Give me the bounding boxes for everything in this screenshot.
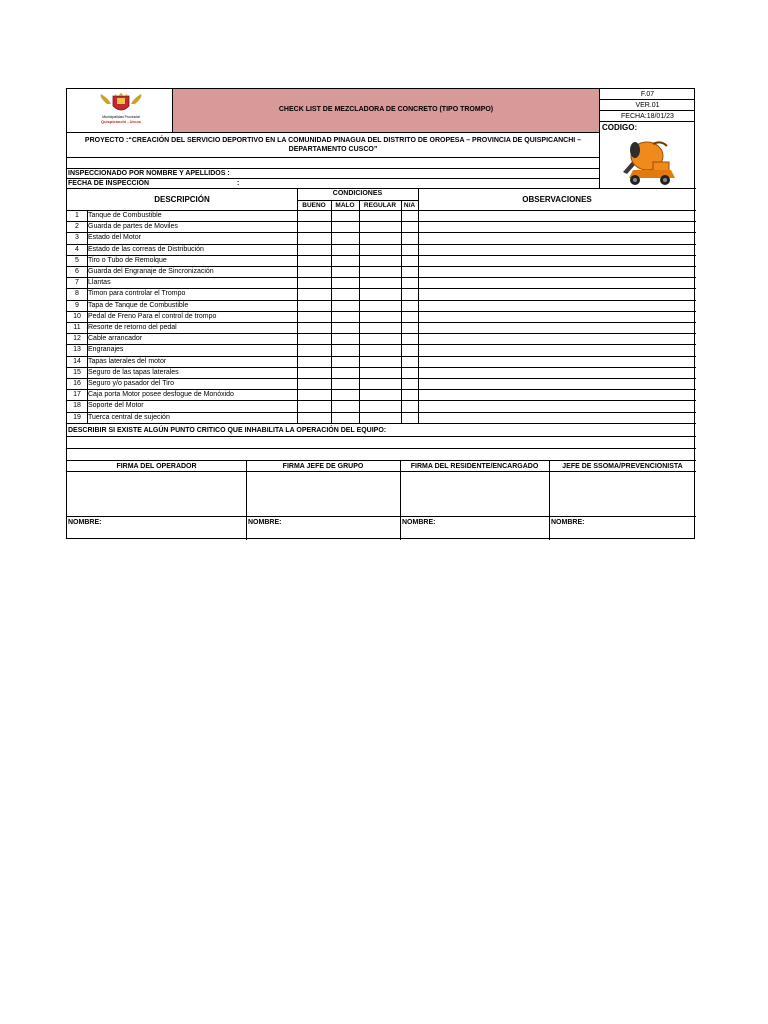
- row-number: 12: [73, 335, 81, 343]
- row-description: Tapas laterales del motor: [88, 357, 167, 365]
- row-malo-cell[interactable]: [331, 344, 359, 355]
- row-observation-cell[interactable]: [418, 367, 696, 378]
- row-description: Tanque de Combustible: [88, 212, 162, 219]
- row-observation-cell[interactable]: [418, 311, 696, 322]
- row-malo-cell[interactable]: [331, 232, 359, 243]
- logo-line-2: Quispicanchi - Urcos: [100, 119, 141, 124]
- row-regular-cell[interactable]: [359, 232, 401, 243]
- row-observation-cell[interactable]: [418, 344, 696, 355]
- name-label-resident: NOMBRE:: [402, 519, 436, 526]
- row-description: Engranajes: [88, 346, 124, 354]
- project-line-1: PROYECTO :“CREACIÓN DEL SERVICIO DEPORTIVO EN LA COMUNIDAD PINAGUA DEL DISTRITO DE OROPESA – PROVINCIA DE QUISPICANCHI –: [84, 137, 582, 144]
- row-number: 16: [73, 380, 81, 387]
- row-number: 14: [73, 357, 81, 365]
- row-bueno-cell[interactable]: [297, 288, 331, 299]
- row-na-cell[interactable]: [401, 221, 418, 232]
- row-description: Llantas: [88, 279, 111, 287]
- row-observation-cell[interactable]: [418, 333, 696, 344]
- row-regular-cell[interactable]: [359, 266, 401, 277]
- row-observation-cell[interactable]: [418, 288, 696, 299]
- row-malo-cell[interactable]: [331, 221, 359, 232]
- row-na-cell[interactable]: [401, 277, 418, 288]
- row-observation-cell[interactable]: [418, 255, 696, 266]
- logo-line-1: Municipalidad Provincial: [102, 115, 140, 119]
- row-description: Caja porta Motor posee desfogue de Monóxido: [88, 391, 234, 399]
- row-regular-cell[interactable]: [359, 311, 401, 322]
- row-na-cell[interactable]: [401, 311, 418, 322]
- row-na-cell[interactable]: [401, 356, 418, 367]
- row-na-cell[interactable]: [401, 255, 418, 266]
- row-malo-cell[interactable]: [331, 412, 359, 423]
- row-malo-cell[interactable]: [331, 400, 359, 411]
- row-regular-cell[interactable]: [359, 210, 401, 221]
- row-regular-cell[interactable]: [359, 344, 401, 355]
- row-malo-cell[interactable]: [331, 367, 359, 378]
- row-regular-cell[interactable]: [359, 221, 401, 232]
- signature-header-ssoma: JEFE DE SSOMA/PREVENCIONISTA: [562, 463, 683, 470]
- row-na-cell[interactable]: [401, 389, 418, 400]
- row-bueno-cell[interactable]: [297, 300, 331, 311]
- row-number: 11: [73, 324, 81, 331]
- row-na-cell[interactable]: [401, 210, 418, 221]
- row-malo-cell[interactable]: [331, 356, 359, 367]
- row-malo-cell[interactable]: [331, 277, 359, 288]
- row-regular-cell[interactable]: [359, 367, 401, 378]
- row-bueno-cell[interactable]: [297, 378, 331, 389]
- row-na-cell[interactable]: [401, 244, 418, 255]
- row-number: 13: [73, 346, 81, 354]
- row-na-cell[interactable]: [401, 288, 418, 299]
- row-description: Tiro o Tubo de Remolque: [88, 256, 167, 264]
- signature-header-operator: FIRMA DEL OPERADOR: [116, 463, 197, 470]
- row-number: 1: [75, 212, 79, 219]
- row-regular-cell[interactable]: [359, 288, 401, 299]
- name-label-ssoma: NOMBRE:: [551, 519, 585, 526]
- row-malo-cell[interactable]: [331, 389, 359, 400]
- row-bueno-cell[interactable]: [297, 400, 331, 411]
- row-description: Estado del Motor: [88, 234, 141, 242]
- row-na-cell[interactable]: [401, 300, 418, 311]
- inspection-date-colon: :: [237, 180, 240, 187]
- row-description: Timon para controlar el Trompo: [88, 290, 186, 298]
- row-description: Tuerca central de sujeción: [88, 413, 170, 421]
- row-number: 6: [75, 268, 79, 275]
- signature-box-resident[interactable]: [401, 472, 549, 516]
- row-number: 7: [75, 279, 79, 287]
- row-na-cell[interactable]: [401, 266, 418, 277]
- inspection-date-label: FECHA DE INSPECCIÓN: [68, 180, 150, 187]
- row-malo-cell[interactable]: [331, 210, 359, 221]
- row-regular-cell[interactable]: [359, 412, 401, 423]
- row-description: Resorte de retorno del pedal: [88, 324, 177, 331]
- row-number: 9: [75, 301, 79, 309]
- signature-box-ssoma[interactable]: [550, 472, 696, 516]
- row-regular-cell[interactable]: [359, 300, 401, 311]
- row-observation-cell[interactable]: [418, 412, 696, 423]
- signature-header-resident: FIRMA DEL RESIDENTE/ENCARGADO: [410, 463, 539, 470]
- row-malo-cell[interactable]: [331, 300, 359, 311]
- critical-point-label: DESCRIBIR SI EXISTE ALGÚN PUNTO CRITICO QUE INHABILITA LA OPERACIÓN DEL EQUIPO:: [68, 427, 387, 434]
- row-na-cell[interactable]: [401, 344, 418, 355]
- version: VER.01: [635, 102, 660, 109]
- row-na-cell[interactable]: [401, 400, 418, 411]
- row-observation-cell[interactable]: [418, 221, 696, 232]
- row-malo-cell[interactable]: [331, 266, 359, 277]
- row-regular-cell[interactable]: [359, 333, 401, 344]
- signature-box-operator[interactable]: [67, 472, 246, 516]
- form-date: FECHA:18/01/23: [621, 113, 674, 120]
- form-title: CHECK LIST DE MEZCLADORA DE CONCRETO (TIPO TROMPO): [278, 106, 494, 113]
- row-description: Soporte del Motor: [88, 402, 144, 410]
- row-na-cell[interactable]: [401, 412, 418, 423]
- row-observation-cell[interactable]: [418, 389, 696, 400]
- row-regular-cell[interactable]: [359, 322, 401, 333]
- row-na-cell[interactable]: [401, 367, 418, 378]
- checklist-sheet: [66, 88, 695, 539]
- cond-col-malo: MALO: [335, 202, 355, 209]
- row-bueno-cell[interactable]: [297, 221, 331, 232]
- row-description: Guarda del Engranaje de Sincronización: [88, 268, 214, 275]
- row-number: 2: [75, 223, 79, 231]
- row-observation-cell[interactable]: [418, 232, 696, 243]
- conditions-header: CONDICIONES: [332, 190, 383, 197]
- row-bueno-cell[interactable]: [297, 344, 331, 355]
- name-label-operator: NOMBRE:: [68, 519, 102, 526]
- row-description: Pedal de Freno Para el control de trompo: [88, 312, 217, 320]
- name-label-group-leader: NOMBRE:: [248, 519, 282, 526]
- row-regular-cell[interactable]: [359, 277, 401, 288]
- row-na-cell[interactable]: [401, 232, 418, 243]
- row-malo-cell[interactable]: [331, 311, 359, 322]
- row-bueno-cell[interactable]: [297, 412, 331, 423]
- concrete-mixer-icon: [613, 134, 679, 186]
- row-bueno-cell[interactable]: [297, 255, 331, 266]
- observations-header: OBSERVACIONES: [522, 195, 592, 204]
- row-bueno-cell[interactable]: [297, 367, 331, 378]
- row-divider: [67, 423, 696, 424]
- row-bueno-cell[interactable]: [297, 277, 331, 288]
- row-observation-cell[interactable]: [418, 400, 696, 411]
- row-bueno-cell[interactable]: [297, 244, 331, 255]
- row-regular-cell[interactable]: [359, 389, 401, 400]
- row-observation-cell[interactable]: [418, 322, 696, 333]
- row-observation-cell[interactable]: [418, 378, 696, 389]
- row-malo-cell[interactable]: [331, 378, 359, 389]
- row-description: Seguro de las tapas laterales: [88, 368, 179, 376]
- row-observation-cell[interactable]: [418, 244, 696, 255]
- description-header: DESCRIPCIÓN: [154, 195, 210, 204]
- row-number: 10: [73, 312, 81, 320]
- row-malo-cell[interactable]: [331, 244, 359, 255]
- row-regular-cell[interactable]: [359, 356, 401, 367]
- row-observation-cell[interactable]: [418, 210, 696, 221]
- municipality-seal-icon: [89, 93, 153, 115]
- format-code: F.07: [640, 91, 655, 98]
- row-na-cell[interactable]: [401, 333, 418, 344]
- row-observation-cell[interactable]: [418, 277, 696, 288]
- row-description: Guarda de partes de Moviles: [88, 223, 178, 231]
- row-number: 3: [75, 234, 79, 242]
- row-bueno-cell[interactable]: [297, 333, 331, 344]
- row-na-cell[interactable]: [401, 378, 418, 389]
- row-description: Estado de las correas de Distribución: [88, 245, 204, 253]
- row-bueno-cell[interactable]: [297, 266, 331, 277]
- row-na-cell[interactable]: [401, 322, 418, 333]
- row-number: 18: [73, 402, 81, 410]
- row-number: 8: [75, 290, 79, 298]
- row-regular-cell[interactable]: [359, 244, 401, 255]
- row-number: 17: [73, 391, 81, 399]
- row-bueno-cell[interactable]: [297, 232, 331, 243]
- row-malo-cell[interactable]: [331, 322, 359, 333]
- row-description: Seguro y/o pasador del Tiro: [88, 380, 174, 387]
- row-bueno-cell[interactable]: [297, 311, 331, 322]
- row-number: 19: [73, 413, 81, 421]
- row-bueno-cell[interactable]: [297, 210, 331, 221]
- row-number: 4: [75, 245, 79, 253]
- project-line-2: DEPARTAMENTO CUSCO”: [288, 146, 378, 153]
- row-number: 5: [75, 256, 79, 264]
- row-bueno-cell[interactable]: [297, 322, 331, 333]
- row-regular-cell[interactable]: [359, 378, 401, 389]
- codigo-label: CODIGO:: [602, 123, 638, 132]
- row-bueno-cell[interactable]: [297, 389, 331, 400]
- row-observation-cell[interactable]: [418, 266, 696, 277]
- row-regular-cell[interactable]: [359, 400, 401, 411]
- cond-col-bueno: BUENO: [302, 202, 326, 209]
- row-bueno-cell[interactable]: [297, 356, 331, 367]
- inspector-label: INSPECCIONADO POR NOMBRE Y APELLIDOS :: [68, 170, 230, 177]
- row-malo-cell[interactable]: [331, 333, 359, 344]
- row-malo-cell[interactable]: [331, 288, 359, 299]
- cond-col-na: N/A: [403, 202, 416, 209]
- row-regular-cell[interactable]: [359, 255, 401, 266]
- cond-col-regular: REGULAR: [363, 202, 397, 209]
- row-number: 15: [73, 368, 81, 376]
- signature-header-group-leader: FIRMA JEFE DE GRUPO: [282, 463, 364, 470]
- row-description: Tapa de Tanque de Combustible: [88, 301, 189, 309]
- row-observation-cell[interactable]: [418, 300, 696, 311]
- row-description: Cable arrancador: [88, 335, 143, 343]
- row-malo-cell[interactable]: [331, 255, 359, 266]
- municipality-logo: [89, 93, 153, 129]
- signature-box-group-leader[interactable]: [247, 472, 400, 516]
- row-observation-cell[interactable]: [418, 356, 696, 367]
